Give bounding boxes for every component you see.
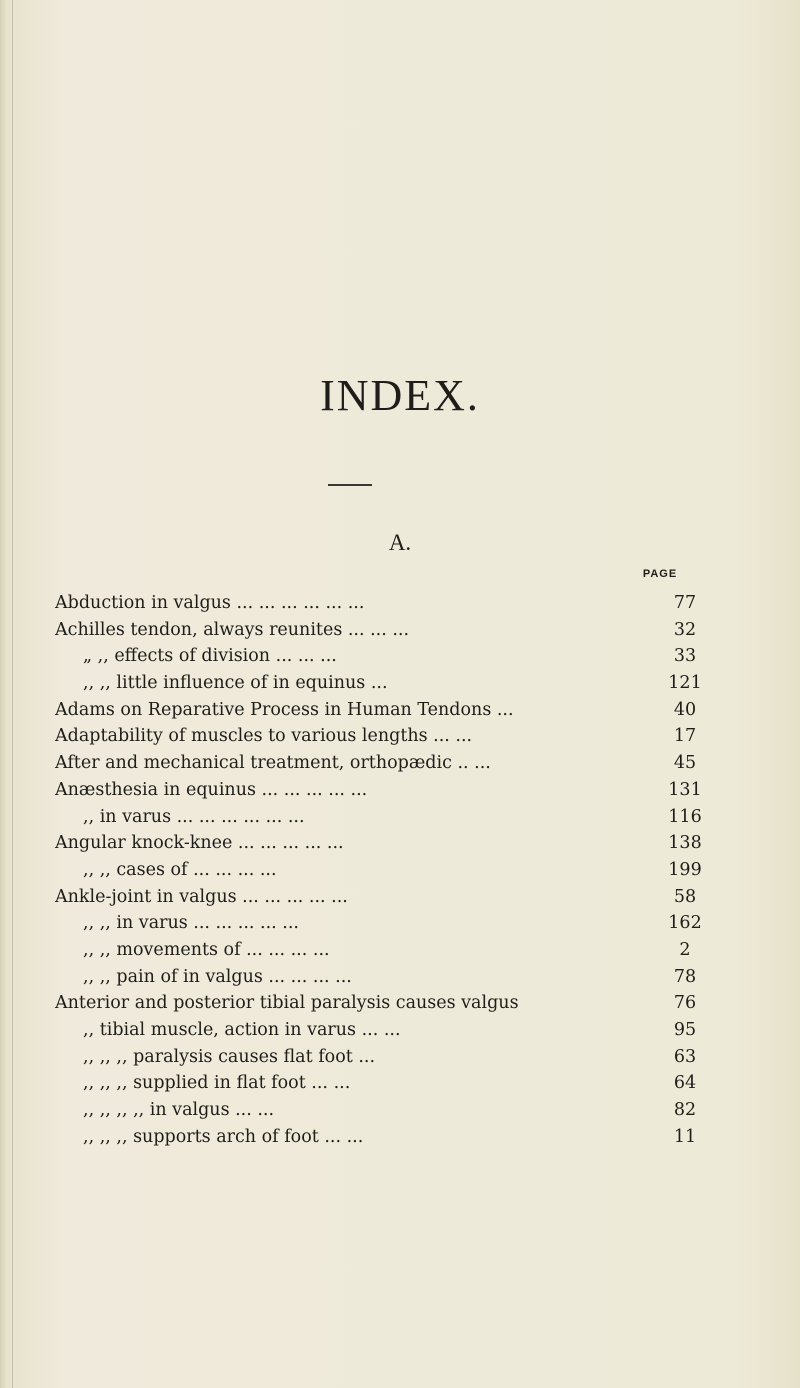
index-entry-page: 2 <box>679 939 691 960</box>
index-entry <box>55 964 715 991</box>
index-entry-text: „ ,, effects of division ... ... ... <box>83 646 337 667</box>
index-entry-text: Anterior and posterior tibial paralysis causes valgus <box>55 993 519 1014</box>
heading-rule <box>328 484 372 486</box>
index-entry-text: Adaptability of muscles to various lengths ... ... <box>55 726 473 747</box>
index-entry-page: 11 <box>673 1126 697 1147</box>
index-entry-text: Ankle-joint in valgus ... ... ... ... ... <box>55 886 348 907</box>
index-entry <box>55 777 715 804</box>
index-entry-page: 78 <box>673 966 697 987</box>
index-entry-page: 40 <box>673 699 697 720</box>
index-entry <box>55 804 715 831</box>
index-entry-text: ,, ,, ,, ,, in valgus ... ... <box>83 1100 275 1121</box>
index-entry-text: Abduction in valgus ... ... ... ... ... ... <box>55 593 365 613</box>
index-entry <box>55 590 715 617</box>
index-entry <box>55 857 715 884</box>
page-left-edge <box>0 0 6 1388</box>
index-entry <box>55 1097 715 1124</box>
index-entry-page: 82 <box>673 1100 697 1121</box>
index-entry <box>55 697 715 724</box>
index-entry <box>55 1070 715 1097</box>
index-entry-page: 32 <box>673 619 697 640</box>
index-entry-page: 33 <box>673 646 697 667</box>
index-entry-text: Anæsthesia in equinus ... ... ... ... ... <box>55 779 368 800</box>
index-entry-page: 199 <box>668 859 702 880</box>
index-entry <box>55 1017 715 1044</box>
index-entry-text: ,, ,, ,, supports arch of foot ... ... <box>83 1126 364 1147</box>
index-entry <box>55 910 715 937</box>
index-entry-page: 77 <box>673 593 697 613</box>
page-column-label: PAGE <box>642 568 678 580</box>
index-entry-page: 121 <box>668 673 702 694</box>
page-fold-line <box>12 0 13 1388</box>
index-entry <box>55 670 715 697</box>
index-entry <box>55 723 715 750</box>
index-entry-text: ,, ,, cases of ... ... ... ... <box>83 859 277 880</box>
index-entry <box>55 830 715 857</box>
index-entry <box>55 617 715 644</box>
index-entry-text: Achilles tendon, always reunites ... ... ... <box>55 619 410 640</box>
index-entry-page: 17 <box>673 726 697 747</box>
index-entry <box>55 1044 715 1071</box>
index-entry-text: Adams on Reparative Process in Human Tendons ... <box>55 699 514 720</box>
index-entry-text: ,, ,, in varus ... ... ... ... ... <box>83 913 299 934</box>
index-entry-page: 95 <box>673 1020 697 1040</box>
index-entry <box>55 643 715 670</box>
section-letter: A. <box>388 530 412 555</box>
index-entry-text: ,, in varus ... ... ... ... ... ... <box>83 806 305 827</box>
index-entry-page: 64 <box>673 1073 697 1094</box>
index-entry-page: 162 <box>668 913 702 934</box>
index-entry-page: 63 <box>673 1046 697 1067</box>
index-entry-page: 45 <box>673 753 697 774</box>
index-entry-text: After and mechanical treatment, orthopædic .. ... <box>55 753 491 774</box>
index-entry-page: 131 <box>668 779 702 800</box>
index-entry <box>55 1124 715 1151</box>
index-heading: INDEX. <box>320 371 480 420</box>
index-entry <box>55 884 715 911</box>
index-entry-text: ,, tibial muscle, action in varus ... ... <box>83 1020 401 1040</box>
index-entry <box>55 990 715 1017</box>
index-entry-text: ,, ,, pain of in valgus ... ... ... ... <box>83 966 352 987</box>
index-entry-list <box>55 590 715 1150</box>
index-entry-page: 58 <box>673 886 697 907</box>
index-entry-text: ,, ,, little influence of in equinus ... <box>83 673 388 694</box>
index-entry-text: ,, ,, ,, supplied in flat foot ... ... <box>83 1073 351 1094</box>
index-entry-text: Angular knock-knee ... ... ... ... ... <box>55 833 344 854</box>
index-entry-page: 76 <box>673 993 697 1014</box>
index-entry-page: 138 <box>668 833 702 854</box>
index-entry-text: ,, ,, ,, paralysis causes flat foot ... <box>83 1046 376 1067</box>
index-entry <box>55 750 715 777</box>
index-entry-text: ,, ,, movements of ... ... ... ... <box>83 939 330 960</box>
index-entry-page: 116 <box>668 806 702 827</box>
index-entry <box>55 937 715 964</box>
